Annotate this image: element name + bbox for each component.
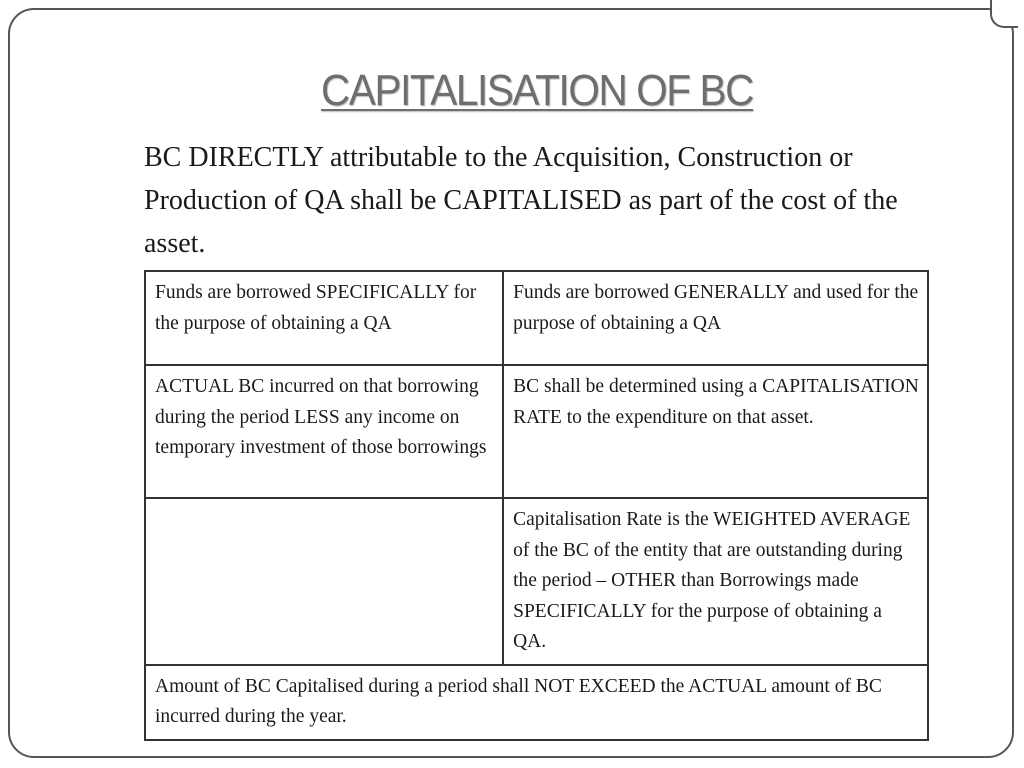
table-row-limit <box>145 665 928 740</box>
general-borrowing-cell: Funds are borrowed GENERALLY and used for the purpose of obtaining a QA <box>503 271 928 365</box>
slide-title: CAPITALISATION OF BC <box>321 66 753 115</box>
specific-borrowing-cell: Funds are borrowed SPECIFICALLY for the purpose of obtaining a QA <box>145 271 503 365</box>
intro-paragraph: BC DIRECTLY attributable to the Acquisition, Construction or Production of QA shall be CAPITALISED as part of the cost of the asset. <box>144 142 898 259</box>
table-row-funding <box>145 271 928 365</box>
specific-treatment-cell: ACTUAL BC incurred on that borrowing during the period LESS any income on temporary investment of those borrowings <box>145 365 503 498</box>
table-row-rate <box>145 498 928 665</box>
table-row-treatment <box>145 365 928 498</box>
capitalisation-rate-cell: Capitalisation Rate is the WEIGHTED AVERAGE of the BC of the entity that are outstanding during the period – OTHER than Borrowings made SPECIFICALLY for the purpose of obtaining a QA. <box>503 498 928 665</box>
limit-cell: Amount of BC Capitalised during a period shall NOT EXCEED the ACTUAL amount of BC incurred during the year. <box>145 665 928 740</box>
general-treatment-cell: BC shall be determined using a CAPITALISATION RATE to the expenditure on that asset. <box>503 365 928 498</box>
capitalisation-table <box>144 270 929 741</box>
empty-cell <box>145 498 503 665</box>
slide-corner-tab <box>990 0 1018 28</box>
